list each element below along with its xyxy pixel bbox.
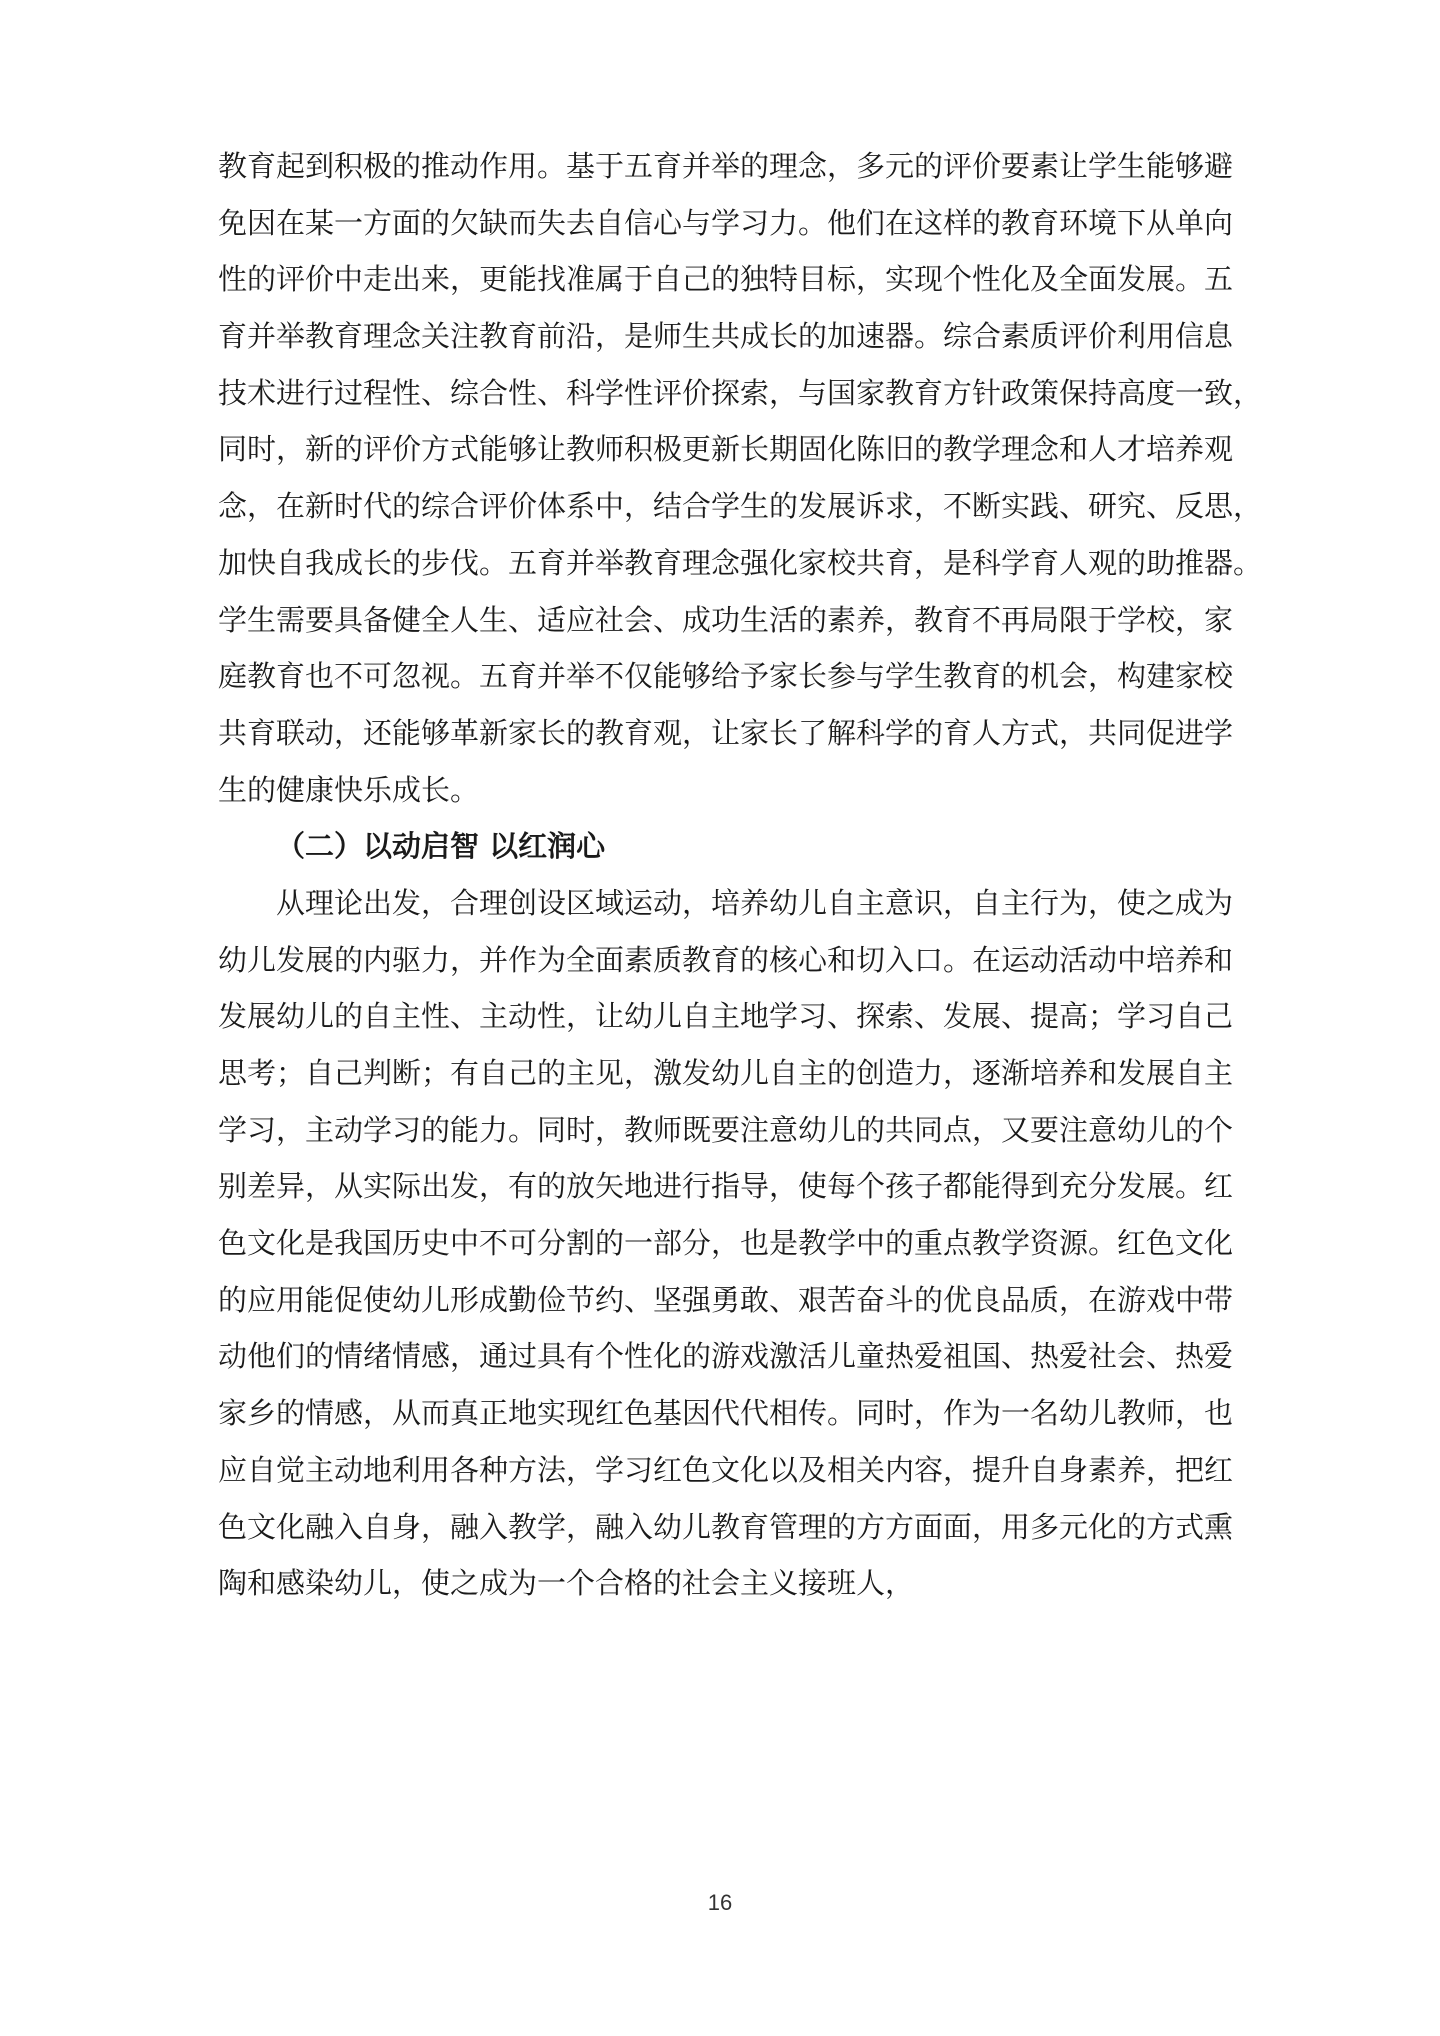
text-line: 免因在某一方面的欠缺而失去自信心与学习力。他们在这样的教育环境下从单向	[218, 205, 1234, 240]
text-line: 念，在新时代的综合评价体系中，结合学生的发展诉求，不断实践、研究、反思，	[218, 489, 1263, 524]
text-line: 从理论出发，合理创设区域运动，培养幼儿自主意识，自主行为，使之成为	[276, 885, 1234, 920]
text-line: 幼儿发展的内驱力，并作为全面素质教育的核心和切入口。在运动活动中培养和	[218, 942, 1234, 977]
text-line: 色文化融入自身，融入教学，融入幼儿教育管理的方方面面，用多元化的方式熏	[218, 1509, 1234, 1544]
text-line: 技术进行过程性、综合性、科学性评价探索，与国家教育方针政策保持高度一致，	[218, 375, 1263, 410]
text-line: 性的评价中走出来，更能找准属于自己的独特目标，实现个性化及全面发展。五	[218, 262, 1234, 297]
text-line: 应自觉主动地利用各种方法，学习红色文化以及相关内容，提升自身素养，把红	[218, 1452, 1234, 1487]
text-line: 动他们的情绪情感，通过具有个性化的游戏激活儿童热爱祖国、热爱社会、热爱	[218, 1339, 1234, 1374]
text-line: 的应用能促使幼儿形成勤俭节约、坚强勇敢、艰苦奋斗的优良品质，在游戏中带	[218, 1282, 1234, 1317]
text-line: 教育起到积极的推动作用。基于五育并举的理念，多元的评价要素让学生能够避	[218, 149, 1234, 183]
text-line: 发展幼儿的自主性、主动性，让幼儿自主地学习、探索、发展、提高；学习自己	[218, 999, 1234, 1034]
text-line: 育并举教育理念关注教育前沿，是师生共成长的加速器。综合素质评价利用信息	[218, 319, 1234, 354]
text-line: 同时，新的评价方式能够让教师积极更新长期固化陈旧的教学理念和人才培养观	[218, 432, 1234, 467]
text-line: 陶和感染幼儿，使之成为一个合格的社会主义接班人，	[218, 1566, 915, 1601]
text-line: 学生需要具备健全人生、适应社会、成功生活的素养，教育不再局限于学校，家	[218, 602, 1234, 637]
document-page	[218, 138, 1263, 1612]
paragraph-1	[218, 138, 1263, 818]
section-heading: （二）以动启智 以红润心	[276, 829, 606, 864]
text-line: 庭教育也不可忽视。五育并举不仅能够给予家长参与学生教育的机会，构建家校	[218, 659, 1234, 694]
paragraph-2	[218, 875, 1234, 1612]
text-line: 家乡的情感，从而真正地实现红色基因代代相传。同时，作为一名幼儿教师，也	[218, 1396, 1234, 1431]
text-line: 别差异，从实际出发，有的放矢地进行指导，使每个孩子都能得到充分发展。红	[218, 1169, 1234, 1204]
page-number: 16	[707, 1890, 733, 1915]
text-line: 学习，主动学习的能力。同时，教师既要注意幼儿的共同点，又要注意幼儿的个	[218, 1112, 1234, 1147]
text-line: 思考；自己判断；有自己的主见，激发幼儿自主的创造力，逐渐培养和发展自主	[218, 1056, 1234, 1090]
text-line: 共育联动，还能够革新家长的教育观，让家长了解科学的育人方式，共同促进学	[218, 715, 1234, 750]
text-line: 色文化是我国历史中不可分割的一部分，也是教学中的重点教学资源。红色文化	[218, 1226, 1234, 1261]
text-line: 生的健康快乐成长。	[218, 772, 480, 807]
text-line: 加快自我成长的步伐。五育并举教育理念强化家校共育，是科学育人观的助推器。	[218, 545, 1263, 580]
